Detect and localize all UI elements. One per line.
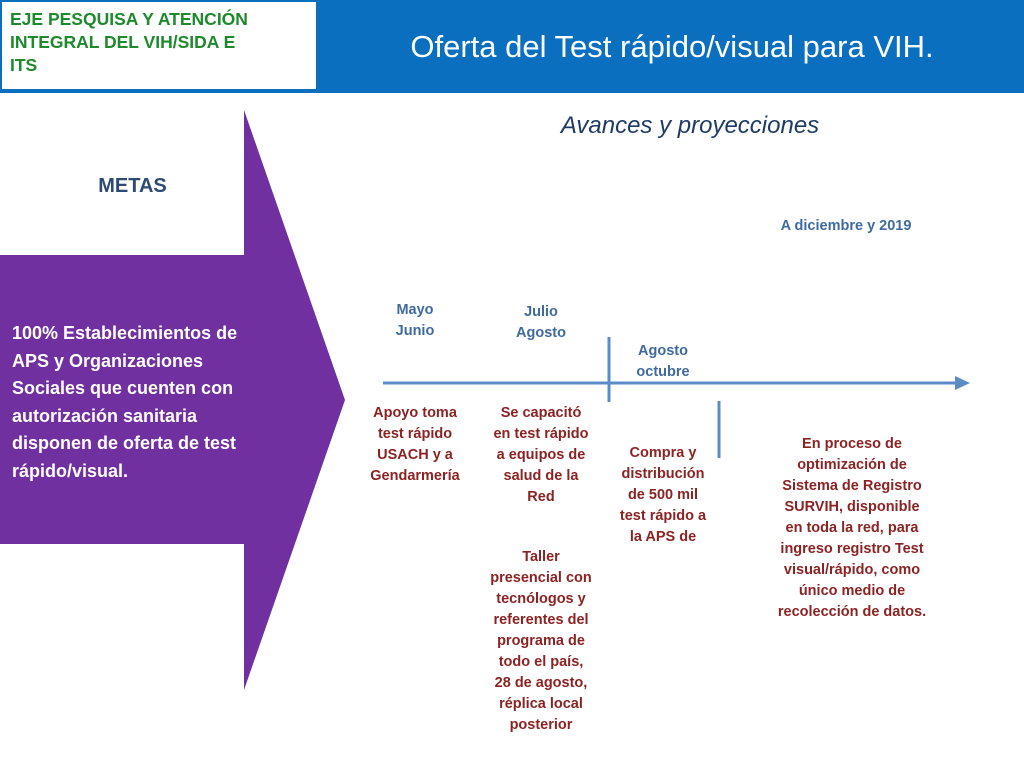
meta-text-line: rápido/visual. <box>12 460 129 481</box>
period-label-agosto-octubre <box>618 341 708 383</box>
desc-line: Sistema de Registro <box>782 478 922 494</box>
desc-apoyo-toma <box>360 403 470 487</box>
period-line: Julio <box>524 304 558 320</box>
slide-title: Oferta del Test rápido/visual para VIH. <box>410 28 934 64</box>
desc-line: USACH y a <box>377 447 453 463</box>
meta-text-line: Sociales que cuenten con <box>12 378 234 398</box>
desc-line: referentes del <box>493 612 589 628</box>
eje-line: INTEGRAL DEL VIH/SIDA E <box>10 32 236 52</box>
desc-taller-presencial <box>480 547 602 736</box>
desc-line: Gendarmería <box>370 468 460 484</box>
desc-line: Apoyo toma <box>373 405 457 421</box>
desc-line: ingreso registro Test <box>780 541 924 557</box>
period-line: A diciembre y 2019 <box>780 218 912 234</box>
desc-line: de 500 mil <box>627 487 699 503</box>
meta-text-line: autorización sanitaria <box>12 405 198 426</box>
desc-line: en test rápido <box>493 426 589 442</box>
desc-line: programa de <box>497 633 585 649</box>
period-line: Junio <box>395 323 435 339</box>
desc-line: optimización de <box>797 457 907 473</box>
period-line: Agosto <box>638 343 688 359</box>
period-line: octubre <box>636 364 690 380</box>
desc-line: Red <box>527 489 555 505</box>
desc-line: Taller <box>522 549 560 565</box>
desc-line: la APS de <box>629 529 697 545</box>
desc-line: 28 de agosto, <box>494 675 588 691</box>
desc-line: test rápido a <box>619 508 707 524</box>
period-line: Mayo <box>396 302 434 318</box>
desc-line: tecnólogos y <box>496 591 586 607</box>
desc-line: En proceso de <box>802 436 902 452</box>
desc-line: test rápido <box>377 426 453 442</box>
desc-line: único medio de <box>798 583 906 599</box>
desc-line: SURVIH, disponible <box>784 499 920 515</box>
desc-capacitacion <box>484 403 598 508</box>
desc-line: a equipos de <box>496 447 586 463</box>
period-line: Agosto <box>516 325 566 341</box>
desc-compra-distribucion <box>606 443 720 548</box>
period-label-mayo-junio <box>375 300 455 342</box>
desc-line: salud de la <box>503 468 579 484</box>
meta-text-line: 100% Establecimientos de <box>12 323 238 343</box>
meta-text-line: disponen de oferta de test <box>12 433 237 453</box>
desc-line: en toda la red, para <box>785 520 919 536</box>
desc-line: distribución <box>621 466 705 482</box>
eje-line: EJE PESQUISA Y ATENCIÓN <box>10 9 248 29</box>
desc-line: visual/rápido, como <box>783 562 921 578</box>
meta-text-line: APS y Organizaciones <box>12 350 204 371</box>
desc-sistema-registro <box>757 434 947 623</box>
desc-line: posterior <box>509 717 573 733</box>
desc-line: Se capacitó <box>500 405 582 421</box>
desc-line: todo el país, <box>498 654 584 670</box>
subtitle: Avances y proyecciones <box>560 112 820 139</box>
desc-line: presencial con <box>490 570 592 586</box>
desc-line: recolección de datos. <box>777 604 927 620</box>
period-label-julio-agosto <box>500 302 582 344</box>
desc-line: Compra y <box>629 445 697 461</box>
desc-line: réplica local <box>499 696 583 712</box>
metas-label: METAS <box>98 175 167 197</box>
period-label-diciembre-2019 <box>766 216 926 237</box>
eje-line: ITS <box>10 55 38 75</box>
timeline-arrowhead <box>955 376 970 390</box>
